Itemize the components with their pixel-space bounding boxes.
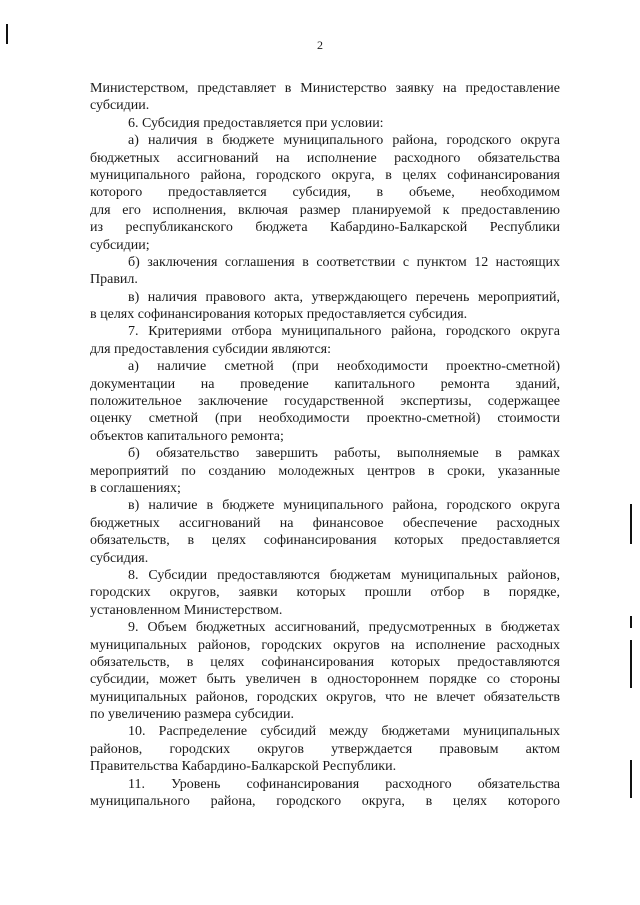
text-line: которого предоставляется субсидия, в объеме, необходимом <box>90 185 560 201</box>
text-line: муниципальных районов, городских округов на исполнение расходных <box>90 637 560 653</box>
text-line: мероприятий по созданию молодежных центров в сроки, указанные <box>90 463 560 479</box>
text-line: субсидия. <box>90 550 149 566</box>
scan-artifact-mark <box>630 504 632 544</box>
document-body <box>90 80 560 810</box>
text-line: субсидии, может быть увеличен в одностороннем порядке со стороны <box>90 672 560 688</box>
text-line: 10. Распределение субсидий между бюджетами муниципальных <box>128 724 560 740</box>
text-line: в соглашениях; <box>90 480 181 496</box>
text-line: а) наличия в бюджете муниципального района, городского округа <box>128 133 560 149</box>
text-line: по увеличению размера субсидии. <box>90 707 295 723</box>
text-line: 9. Объем бюджетных ассигнований, предусмотренных в бюджетах <box>128 620 560 636</box>
text-line: Правительства Кабардино-Балкарской Республики. <box>90 759 397 775</box>
text-line: для его исполнения, включая размер планируемой к предоставлению <box>90 202 560 218</box>
text-line: из республиканского бюджета Кабардино-Балкарской Республики <box>90 220 560 236</box>
text-line: б) обязательство завершить работы, выполняемые в рамках <box>128 446 560 462</box>
scan-artifact-mark <box>630 616 632 628</box>
text-line: в) наличия правового акта, утверждающего перечень мероприятий, <box>128 289 560 305</box>
text-line: субсидии. <box>90 98 150 114</box>
text-line: положительное заключение государственной экспертизы, содержащее <box>90 394 560 410</box>
text-line: обязательств, в целях софинансирования которых предоставляются <box>90 654 560 670</box>
text-line: субсидии; <box>90 237 150 253</box>
text-line: а) наличие сметной (при необходимости проектно-сметной) <box>128 359 560 375</box>
page-number: 2 <box>317 38 323 52</box>
text-line: оценку сметной (при необходимости проектно-сметной) стоимости <box>90 411 560 427</box>
text-line: бюджетных ассигнований на финансовое обеспечение расходных <box>90 515 560 531</box>
scan-artifact-mark <box>630 640 632 688</box>
text-line: для предоставления субсидии являются: <box>90 341 331 357</box>
text-line: бюджетных ассигнований на исполнение расходного обязательства <box>90 150 560 166</box>
scan-artifact-mark <box>6 24 8 44</box>
text-line: обязательств, в целях софинансирования которых предоставляется <box>90 533 560 549</box>
text-line: 11. Уровень софинансирования расходного обязательства <box>128 776 560 792</box>
text-line: муниципальных районов, городских округов, что не влечет обязательств <box>90 689 560 705</box>
text-line: в целях софинансирования которых предоставляется субсидия. <box>90 307 468 323</box>
text-line: городских округов, заявки которых прошли отбор в порядке, <box>90 585 560 601</box>
text-line: Правил. <box>90 272 138 288</box>
text-line: 7. Критериями отбора муниципального района, городского округа <box>128 324 560 340</box>
text-line: б) заключения соглашения в соответствии с пунктом 12 настоящих <box>128 254 560 270</box>
text-line: 6. Субсидия предоставляется при условии: <box>128 115 384 131</box>
text-line: документации на проведение капитального ремонта зданий, <box>90 376 560 392</box>
text-line: районов, городских округов утверждается правовым актом <box>90 741 560 757</box>
text-line: в) наличие в бюджете муниципального района, городского округа <box>128 498 560 514</box>
text-line: Министерством, представляет в Министерство заявку на предоставление <box>90 81 560 96</box>
text-line: установленном Министерством. <box>90 602 283 618</box>
text-line: объектов капитального ремонта; <box>90 428 284 444</box>
text-line: 8. Субсидии предоставляются бюджетам муниципальных районов, <box>128 567 560 583</box>
text-line: муниципального района, городского округа, в целях которого <box>90 794 560 810</box>
text-line: муниципального района, городского округа, в целях софинансирования <box>90 167 560 183</box>
scan-artifact-mark <box>630 760 632 798</box>
